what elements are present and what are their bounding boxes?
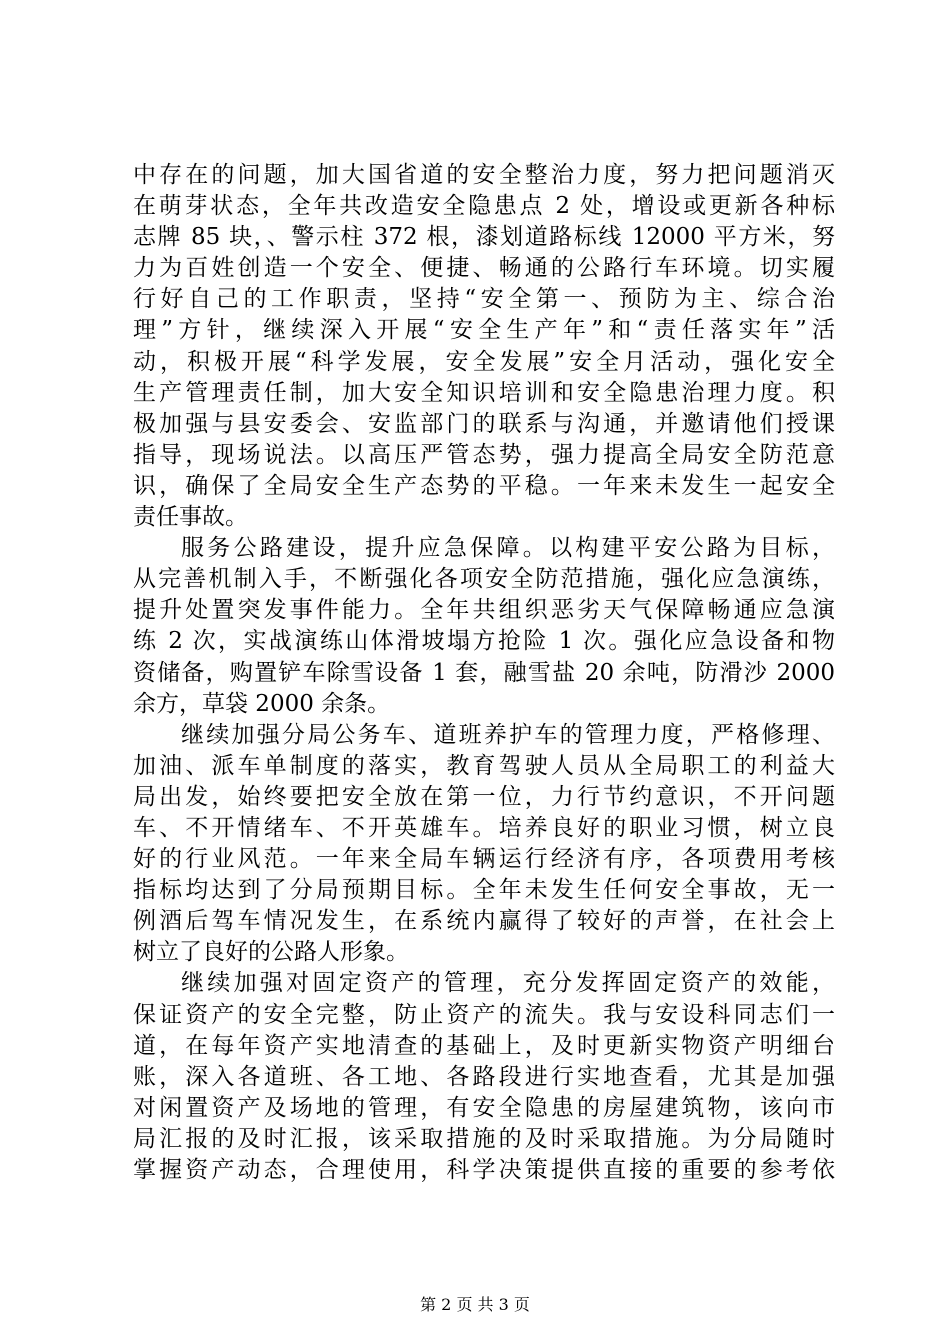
text-line: 动，积极开展“科学发展，安全发展”安全月活动，强化安全 — [133, 348, 835, 375]
text-line: 理”方针，继续深入开展“安全生产年”和“责任落实年”活 — [133, 317, 835, 344]
text-line: 余方，草袋 2000 余条。 — [133, 690, 391, 717]
text-line: 例酒后驾车情况发生，在系统内赢得了较好的声誉，在社会上 — [133, 908, 835, 935]
text-line: 行好自己的工作职责，坚持“安全第一、预防为主、综合治 — [133, 286, 835, 313]
paragraph-first-line: 继续加强分局公务车、道班养护车的管理力度，严格修理、 — [181, 721, 835, 748]
text-line: 从完善机制入手，不断强化各项安全防范措施，强化应急演练， — [133, 566, 835, 593]
text-line: 提升处置突发事件能力。全年共组织恶劣天气保障畅通应急演 — [133, 597, 835, 624]
text-line: 车、不开情绪车、不开英雄车。培养良好的职业习惯，树立良 — [133, 814, 835, 841]
body-text — [133, 160, 835, 1186]
text-line: 在萌芽状态，全年共改造安全隐患点 2 处，增设或更新各种标 — [133, 193, 835, 220]
text-line: 局出发，始终要把安全放在第一位，力行节约意识，不开问题 — [133, 783, 835, 810]
text-line: 对闲置资产及场地的管理，有安全隐患的房屋建筑物，该向市 — [133, 1094, 835, 1121]
text-line: 生产管理责任制，加大安全知识培训和安全隐患治理力度。积 — [133, 379, 835, 406]
text-line: 保证资产的安全完整，防止资产的流失。我与安设科同志们一 — [133, 1001, 835, 1028]
text-line: 掌握资产动态，合理使用，科学决策提供直接的重要的参考依 — [133, 1157, 835, 1183]
text-line: 道，在每年资产实地清查的基础上，及时更新实物资产明细台 — [133, 1032, 835, 1059]
text-line: 责任事故。 — [133, 504, 248, 531]
text-line: 指标均达到了分局预期目标。全年未发生任何安全事故，无一 — [133, 877, 835, 904]
text-line: 力为百姓创造一个安全、便捷、畅通的公路行车环境。切实履 — [133, 255, 835, 282]
paragraph-first-line: 继续加强对固定资产的管理，充分发挥固定资产的效能， — [181, 970, 835, 997]
text-line: 指导，现场说法。以高压严管态势，强力提高全局安全防范意 — [133, 441, 835, 468]
text-line: 账，深入各道班、各工地、各路段进行实地查看，尤其是加强 — [133, 1063, 835, 1090]
text-line: 加油、派车单制度的落实，教育驾驶人员从全局职工的利益大 — [133, 752, 835, 779]
text-line: 志牌 85 块，、警示柱 372 根，漆划道路标线 12000 平方米，努 — [133, 224, 835, 251]
paragraph-first-line: 服务公路建设，提升应急保障。以构建平安公路为目标， — [181, 535, 835, 562]
text-line: 极加强与县安委会、安监部门的联系与沟通，并邀请他们授课 — [133, 410, 835, 437]
page-footer: 第 2 页 共 3 页 — [420, 1295, 530, 1314]
text-line: 资储备，购置铲车除雪设备 1 套，融雪盐 20 余吨，防滑沙 2000 — [133, 659, 835, 686]
text-line: 识，确保了全局安全生产态势的平稳。一年来未发生一起安全 — [133, 472, 835, 499]
text-line: 好的行业风范。一年来全局车辆运行经济有序，各项费用考核 — [133, 846, 835, 873]
text-line: 树立了良好的公路人形象。 — [133, 939, 409, 966]
text-line: 练 2 次，实战演练山体滑坡塌方抢险 1 次。强化应急设备和物 — [133, 628, 835, 655]
text-line: 中存在的问题，加大国省道的安全整治力度，努力把问题消灭 — [133, 162, 835, 188]
text-line: 局汇报的及时汇报，该采取措施的及时采取措施。为分局随时 — [133, 1125, 835, 1152]
